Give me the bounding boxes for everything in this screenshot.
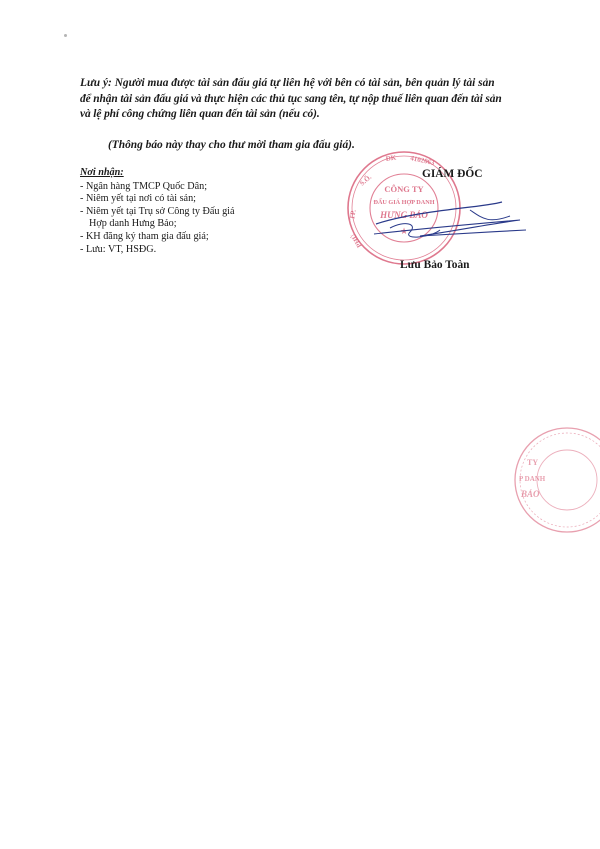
svg-text:S.Ố.: S.Ố. <box>358 173 374 188</box>
recipient-item: - KH đăng ký tham gia đấu giá; <box>80 230 209 242</box>
note-line-2: để nhận tài sản đấu giá và thực hiện các thủ tục sang tên, tự nộp thuế liên quan đến tài sản <box>80 92 502 105</box>
replace-notice: (Thông báo này thay cho thư mời tham gia đấu giá). <box>108 139 355 151</box>
recipients-title: Nơi nhận: <box>80 167 124 178</box>
svg-text:ĐK: ĐK <box>385 153 397 163</box>
note-label: Lưu ý: <box>80 77 112 89</box>
partial-seal-line-1: TY <box>527 458 539 467</box>
recipient-item: - Lưu: VT, HSĐG. <box>80 243 157 255</box>
recipient-item: - Niêm yết tại Trụ sở Công ty Đấu giá <box>80 205 235 217</box>
svg-text:TP.: TP. <box>348 209 358 221</box>
note-line-3: và lệ phí công chứng liên quan đến tài sản (nếu có). <box>80 108 320 121</box>
scan-speck <box>64 34 67 37</box>
recipient-item: - Niêm yết tại nơi có tài sản; <box>80 193 197 205</box>
director-name: Lưu Bảo Toàn <box>400 259 470 271</box>
svg-text:4102063: 4102063 <box>409 154 436 168</box>
seal-line-3: HƯNG BẢO <box>380 210 428 220</box>
note-paragraph <box>80 76 525 123</box>
seal-line-1: CÔNG TY <box>384 184 424 194</box>
partial-seal-line-2: P DANH <box>519 475 546 483</box>
director-signature <box>370 190 530 250</box>
svg-text:★: ★ <box>399 226 409 236</box>
recipients-list <box>80 167 280 256</box>
director-title: GIÁM ĐỐC <box>422 168 483 180</box>
recipient-item: Hợp danh Hưng Bảo; <box>89 218 177 230</box>
recipient-item: - Ngân hàng TMCP Quốc Dân; <box>80 180 208 192</box>
partial-seal-line-3: BẢO <box>521 489 540 499</box>
seal-line-2: ĐẤU GIÁ HỢP DANH <box>373 199 435 206</box>
note-line-1: Lưu ý: Người mua được tài sản đấu giá tự liên hệ với bên có tài sản, bên quản lý tài sản <box>80 77 495 89</box>
partial-seal <box>505 425 600 535</box>
svg-text:PHÚ: PHÚ <box>349 232 364 249</box>
